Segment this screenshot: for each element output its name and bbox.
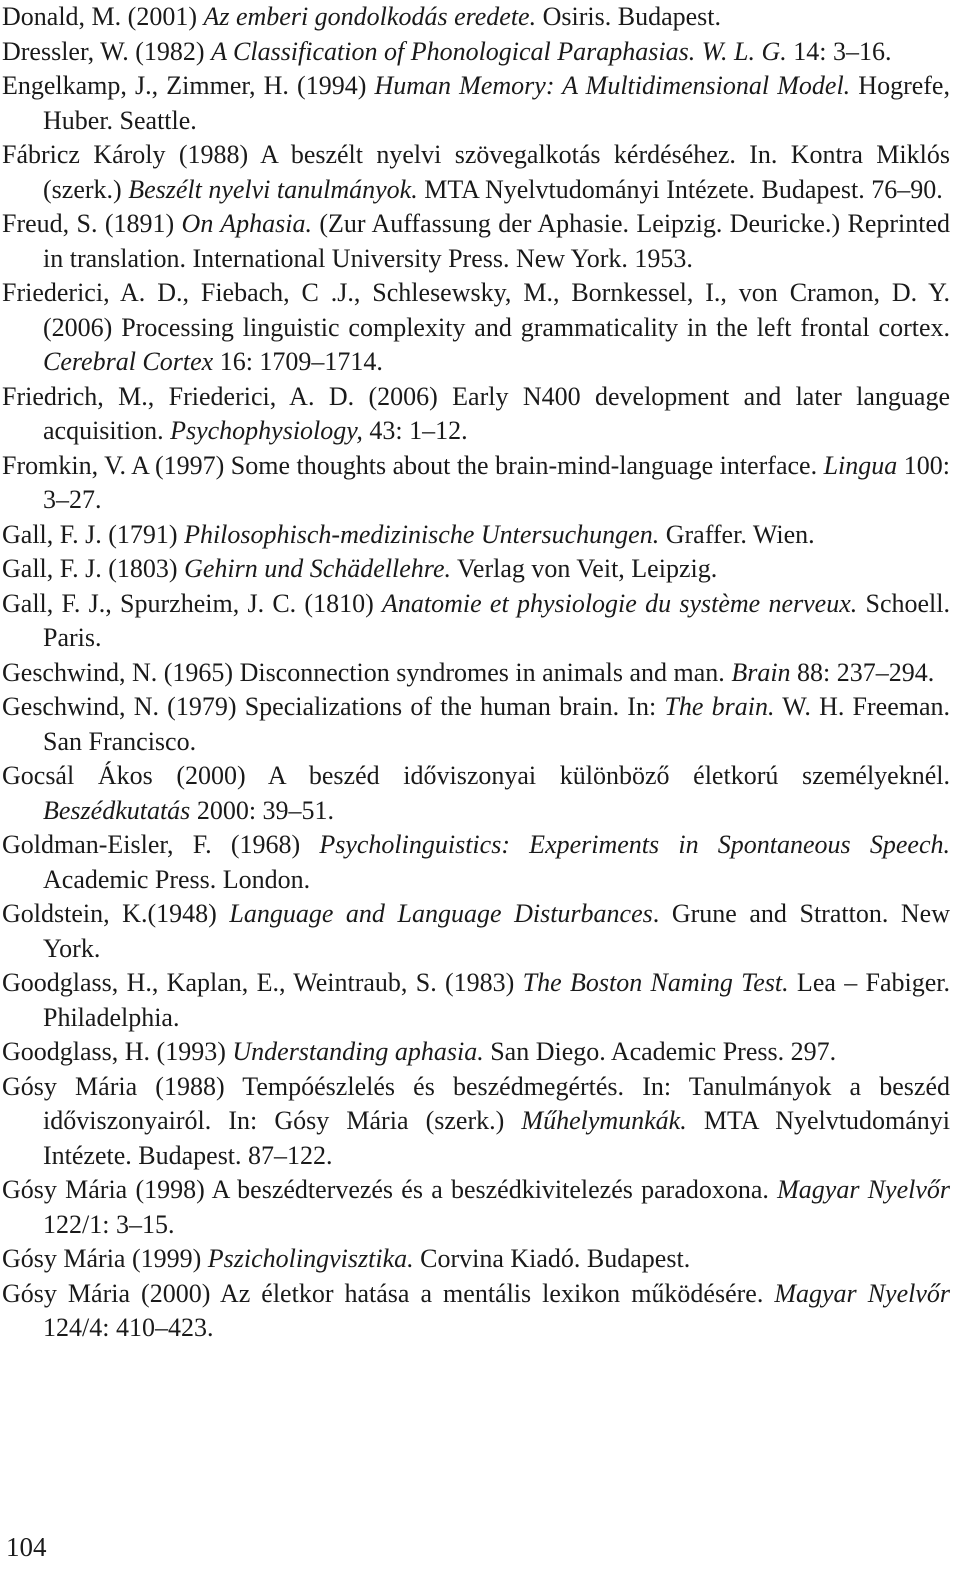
reference-text: Friederici, A. D., Fiebach, C .J., Schlesewsky, M., Bornkessel, I., von Cramon, D. Y. (2006) Processing linguistic complexity and grammaticality in the left frontal cortex. xyxy=(2,278,950,342)
reference-text: 88: 237–294. xyxy=(790,657,935,687)
reference-text: Gall, F. J., Spurzheim, J. C. (1810) xyxy=(2,588,383,618)
reference-title-italic: Magyar Nyelvőr xyxy=(774,1278,951,1308)
reference-text: Gósy Mária (1988) Tempóészlelés és beszédmegértés. In: Tanulmányok a beszéd időviszonyairól. In: Gósy Mária (szerk.) xyxy=(2,1071,950,1135)
reference-entry xyxy=(2,138,950,207)
reference-text: 100: 3–27. xyxy=(43,450,950,514)
reference-title-italic: On Aphasia. xyxy=(181,209,312,238)
reference-title-italic: Philosophisch-medizinische Untersuchungen. xyxy=(184,519,660,549)
reference-text: Fromkin, V. A (1997) Some thoughts about the brain-mind-language interface. xyxy=(2,450,824,480)
reference-text: Gósy Mária (2000) Az életkor hatása a mentális lexikon működésére. xyxy=(2,1278,775,1308)
reference-entry xyxy=(2,1242,950,1277)
reference-text: Dressler, W. (1982) xyxy=(2,36,212,66)
reference-entry xyxy=(2,380,950,449)
reference-title-italic: Az emberi gondolkodás eredete. xyxy=(203,2,537,31)
page-number: 104 xyxy=(6,1532,47,1562)
reference-text: 124/4: 410–423. xyxy=(43,1313,214,1342)
reference-text: San Diego. Academic Press. 297. xyxy=(483,1037,837,1066)
reference-title-italic: Műhelymunkák. xyxy=(521,1106,687,1135)
reference-text: Gall, F. J. (1803) xyxy=(2,554,185,583)
reference-text: MTA Nyelvtudományi Intézete. Budapest. 76–90. xyxy=(417,174,943,204)
reference-entry xyxy=(2,1070,950,1174)
reference-entry xyxy=(2,656,950,691)
reference-title-italic: Gehirn und Schädellehre. xyxy=(184,554,451,583)
reference-text: Academic Press. London. xyxy=(43,864,311,894)
reference-text: 14: 3–16. xyxy=(786,36,892,66)
reference-entry xyxy=(2,0,950,35)
reference-entry xyxy=(2,587,950,656)
reference-text: Goldman-Eisler, F. (1968) xyxy=(2,830,320,859)
reference-entry xyxy=(2,552,950,587)
reference-text: Osiris. Budapest. xyxy=(536,2,721,31)
reference-title-italic: Understanding aphasia. xyxy=(232,1037,484,1066)
reference-title-italic: Beszédkutatás xyxy=(43,795,191,825)
reference-entry xyxy=(2,276,950,380)
reference-entry xyxy=(2,449,950,518)
reference-text: 122/1: 3–15. xyxy=(43,1209,175,1239)
reference-entry xyxy=(2,1277,950,1346)
reference-title-italic: Magyar Nyelvőr xyxy=(777,1175,950,1204)
reference-text: Gósy Mária (1999) xyxy=(2,1244,208,1273)
reference-text: Hogrefe, Huber. Seattle. xyxy=(43,71,950,135)
reference-list xyxy=(2,0,950,1346)
reference-entry xyxy=(2,518,950,553)
reference-text: Engelkamp, J., Zimmer, H. (1994) xyxy=(2,71,375,100)
reference-text: Donald, M. (2001) xyxy=(2,2,204,31)
reference-title-italic: Anatomie et physiologie du système nerveux. xyxy=(382,588,858,618)
reference-text: 2000: 39–51. xyxy=(190,795,335,825)
reference-text: Gall, F. J. (1791) xyxy=(2,519,185,549)
reference-title-italic: A Classification of Phonological Paraphasias. W. L. G. xyxy=(211,36,787,66)
reference-text: Goldstein, K.(1948) xyxy=(2,899,230,928)
reference-text: MTA Nyelvtudományi Intézete. Budapest. 87–122. xyxy=(43,1106,950,1170)
reference-text: Schoell. Paris. xyxy=(43,588,950,652)
reference-title-italic: The brain. xyxy=(664,692,775,721)
reference-title-italic: Psycholinguistics: Experiments in Spontaneous Speech. xyxy=(319,830,950,859)
reference-title-italic: Pszicholingvisztika. xyxy=(207,1244,414,1273)
reference-entry xyxy=(2,69,950,138)
reference-text: Gósy Mária (1998) A beszédtervezés és a beszédkivitelezés paradoxona. xyxy=(2,1175,778,1204)
reference-text: W. H. Freeman. San Francisco. xyxy=(43,692,951,756)
reference-text: Goodglass, H., Kaplan, E., Weintraub, S. (1983) xyxy=(2,968,523,997)
reference-text: Graffer. Wien. xyxy=(659,519,815,549)
reference-text: Freud, S. (1891) xyxy=(2,209,182,238)
reference-text: Goodglass, H. (1993) xyxy=(2,1037,233,1066)
reference-title-italic: Lingua xyxy=(823,450,898,480)
reference-entry xyxy=(2,207,950,276)
reference-entry xyxy=(2,759,950,828)
reference-entry xyxy=(2,828,950,897)
reference-entry xyxy=(2,1173,950,1242)
reference-text: 43: 1–12. xyxy=(362,416,468,445)
reference-title-italic: Psychophysiology, xyxy=(170,416,363,445)
reference-entry xyxy=(2,690,950,759)
reference-text: (Zur Auffassung der Aphasie. Leipzig. Deuricke.) Reprinted in translation. International University Press. New York. 1953. xyxy=(43,209,951,273)
reference-title-italic: Cerebral Cortex xyxy=(43,347,214,376)
reference-text: Gocsál Ákos (2000) A beszéd időviszonyai különböző életkorú személyeknél. xyxy=(2,761,950,790)
reference-title-italic: Brain xyxy=(731,657,791,687)
reference-entry xyxy=(2,1035,950,1070)
reference-text: Verlag von Veit, Leipzig. xyxy=(451,554,718,583)
reference-title-italic: Beszélt nyelvi tanulmányok. xyxy=(128,174,418,204)
reference-text: . Grune and Stratton. New York. xyxy=(43,899,950,963)
reference-text: 16: 1709–1714. xyxy=(213,347,383,376)
reference-text: Geschwind, N. (1979) Specializations of the human brain. In: xyxy=(2,692,665,721)
reference-entry xyxy=(2,966,950,1035)
reference-entry xyxy=(2,897,950,966)
reference-title-italic: Human Memory: A Multidimensional Model. xyxy=(374,71,851,100)
reference-title-italic: Language and Language Disturbances xyxy=(229,899,653,928)
reference-title-italic: The Boston Naming Test. xyxy=(522,968,789,997)
reference-text: Lea – Fabiger. Philadelphia. xyxy=(43,968,951,1032)
reference-text: Fábricz Károly (1988) A beszélt nyelvi szövegalkotás kérdéséhez. In. Kontra Miklós (szerk.) xyxy=(2,140,950,204)
reference-text: Friedrich, M., Friederici, A. D. (2006) Early N400 development and later language acquisition. xyxy=(2,381,950,445)
reference-text: Geschwind, N. (1965) Disconnection syndromes in animals and man. xyxy=(2,657,732,687)
reference-entry xyxy=(2,35,950,70)
reference-text: Corvina Kiadó. Budapest. xyxy=(413,1244,691,1273)
